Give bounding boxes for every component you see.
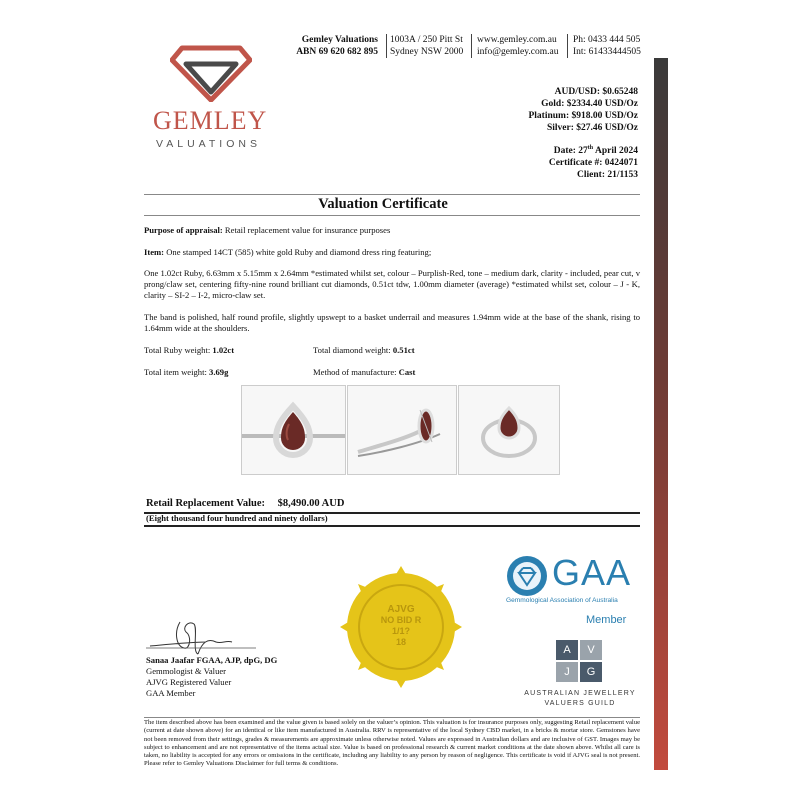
company-block (296, 34, 378, 58)
item-value: One stamped 14CT (585) white gold Ruby and diamond dress ring featuring; (164, 247, 432, 257)
platinum-rate: Platinum: $918.00 USD/Oz (528, 111, 638, 121)
seal-text: AJVG NO BID R 1/1? 18 (380, 604, 422, 647)
disclaimer-rule (144, 717, 640, 718)
company-abn: ABN 69 620 682 895 (296, 47, 378, 57)
page-title: Valuation Certificate (318, 196, 448, 212)
phone-block (573, 34, 641, 58)
certificate-meta (549, 142, 638, 181)
ring-photo-top (241, 385, 346, 475)
gaa-member-label: Member (586, 614, 627, 626)
ajvg-letter-g: G (580, 662, 602, 682)
metal-rates (528, 86, 638, 134)
decorative-sidebar-bar (654, 58, 668, 770)
website-link[interactable]: www.gemley.com.au (477, 35, 557, 45)
certificate-number: Certificate #: 0424071 (548, 158, 638, 169)
title-bottom-rule (144, 215, 640, 216)
logo-wordmark: GEMLEY (153, 106, 268, 135)
signer-name: Sanaa Jaafar FGAA, AJP, dpG, DG (146, 655, 278, 665)
purpose-label: Purpose of appraisal: (144, 225, 223, 235)
date-label: Date: 27th April 2024 (553, 145, 638, 157)
band-description: The band is polished, half round profile, slightly upswept to a basket underrail and measures 1.94mm wide at the base of the shank, rising to 1.64mm wide at the shoulders. (144, 312, 640, 333)
ajvg-letter-v: V (580, 640, 602, 660)
purpose-value: Retail replacement value for insurance purposes (222, 225, 391, 235)
header-divider (386, 34, 387, 58)
ajvg-gold-seal (340, 566, 462, 688)
ajvg-grid-logo (556, 640, 604, 684)
ajvg-letter-j: J (556, 662, 578, 682)
item-label: Item: (144, 247, 165, 257)
signer-role-2: AJVG Registered Valuer (146, 677, 232, 687)
signer-role-1: Gemmologist & Valuer (146, 666, 227, 676)
title-top-rule (144, 194, 640, 195)
value-amount: $8,490.00 AUD (277, 498, 345, 509)
web-block (477, 34, 558, 58)
gaa-full-name: Gemmological Association of Australia (506, 597, 618, 604)
item-line (144, 247, 640, 258)
address-line-1: 1003A / 250 Pitt St (390, 35, 463, 45)
value-rule-bottom (144, 525, 640, 527)
ruby-weight: Total Ruby weight: 1.02ct (144, 345, 235, 355)
item-description: One 1.02ct Ruby, 6.63mm x 5.15mm x 2.64mm *estimated whilst set, colour – Purplish-Red, tone – medium dark, clarity - included, pear cut, v prong/claw set, centering fifty-nine round brilliant cut diamonds, 0.51ct tdw, 1.00mm diameter (average) *estimated whilst set, colour – J - K, clarity – SI-2 – I-2, micro-claw set. (144, 268, 640, 300)
manufacture-method: Method of manufacture: Cast (313, 367, 416, 377)
header-divider (567, 34, 568, 58)
signer-role-3: GAA Member (146, 688, 196, 698)
handwritten-signature (146, 612, 256, 658)
logo-subtitle: VALUATIONS (156, 138, 261, 150)
address-block (390, 34, 463, 58)
company-name: Gemley Valuations (301, 35, 378, 45)
client-number: Client: 21/1153 (577, 170, 638, 181)
email-link[interactable]: info@gemley.com.au (477, 47, 559, 57)
ring-photo-side (347, 385, 457, 475)
gemley-diamond-icon (170, 40, 252, 102)
aud-usd-rate: AUD/USD: $0.65248 (554, 87, 638, 97)
ajvg-letter-a: A (556, 640, 578, 660)
ajvg-name-line-1: AUSTRALIAN JEWELLERY (524, 690, 636, 697)
purpose-line (144, 225, 640, 236)
gaa-wordmark: GAA (552, 552, 632, 593)
disclaimer-text: The item described above has been examined and the value given is based solely on the valuer’s opinion. This valuation is for insurance purposes only, suggesting Retail replacement value (current at date shown above) for an identical or like item manufactured in Australia. RRV is representative of the local Sydney CBD market, in a bricks & mortar store. Gemstones have not been removed from their settings, grades & measurements are approximate unless otherwise noted. Values are expressed in Australian dollars and are inclusive of GST. Images may be subject to enhancement and are not representative of the items actual size. Value is based on professional research & current market conditions at the date shown above. Whilst all care is taken, no liability is accepted for any errors or omissions in the certificate, including any liability to any person by reason of negligence. This certificate is void if AJVG seal is not present. Please refer to Gemley Valuations Disclaimer for full terms & conditions. (144, 719, 640, 768)
ring-photo-front (458, 385, 560, 475)
item-weight: Total item weight: 3.69g (144, 367, 229, 377)
phone-number: Ph: 0433 444 505 (573, 35, 641, 45)
intl-phone-number: Int: 61433444505 (573, 47, 641, 57)
header-divider (471, 34, 472, 58)
silver-rate: Silver: $27.46 USD/Oz (546, 123, 638, 133)
value-in-words: (Eight thousand four hundred and ninety dollars) (146, 513, 328, 523)
signer-block (146, 655, 277, 699)
diamond-weight: Total diamond weight: 0.51ct (313, 345, 415, 355)
value-label: Retail Replacement Value: (146, 498, 265, 509)
ajvg-name-line-2: VALUERS GUILD (544, 700, 616, 707)
gaa-emblem-icon (506, 555, 548, 597)
value-line (146, 498, 344, 509)
address-line-2: Sydney NSW 2000 (390, 47, 464, 57)
gold-rate: Gold: $2334.40 USD/Oz (541, 99, 638, 109)
ajvg-name (515, 689, 645, 709)
